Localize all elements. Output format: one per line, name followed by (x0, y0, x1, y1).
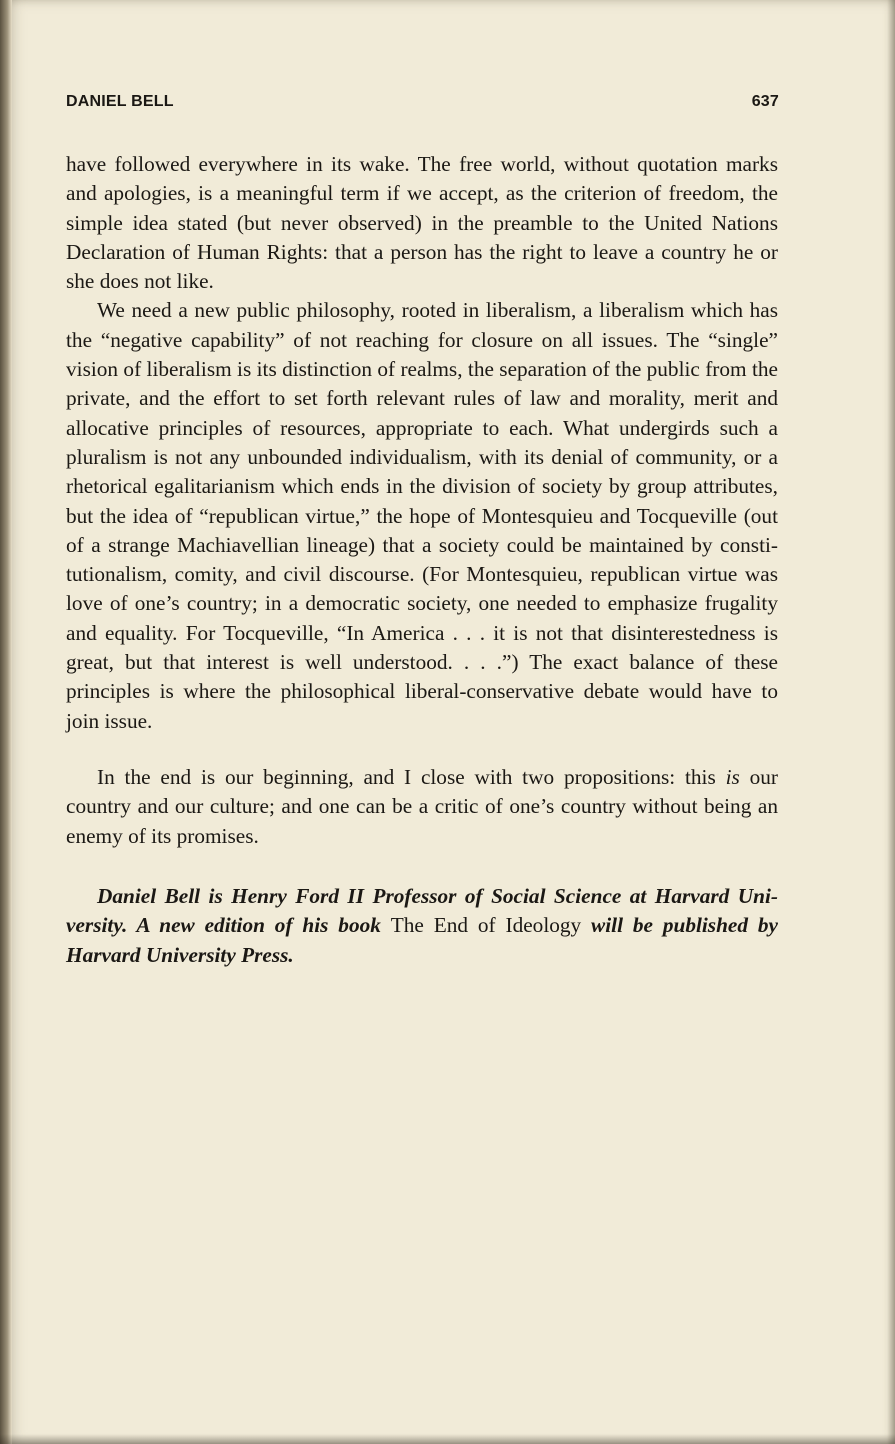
running-head-author: DANIEL BELL (66, 93, 174, 110)
page-bottom-shadow (0, 1434, 895, 1444)
closing-text-before: In the end is our beginning, and I close with two propositions: this (97, 764, 726, 789)
author-bio (66, 882, 778, 971)
book-title: The End of Ideology (390, 913, 582, 938)
closing-text-after: our country and our culture; and one can be a critic of one’s country without being an enemy of its promises. (66, 764, 778, 848)
closing-emphasis: is (725, 764, 740, 789)
book-spine-shadow (0, 0, 12, 1444)
article-body (66, 150, 778, 970)
paragraph-2: We need a new public philosophy, rooted in liberalism, a liberalism which has the “negative capability” of not reaching for closure on all issues. The “single” vision of liberalism is its distinction of realms, the separation of the public from the private, and the effort to set forth relevant rules of law and morality, merit and allocative principles of resources, appropriate to each. What undergirds such a pluralism is not any unbounded individualism, with its denial of community, or a rhetorical egalitarianism which ends in the division of society by group attributes, but the idea of “republican virtue,” the hope of Montesquieu and Tocqueville (out of a strange Machiavellian lineage) that a society could be maintained by constitutionalism, comity, and civil discourse. (For Montesquieu, republican virtue was love of one’s country; in a democratic society, one needed to emphasize frugality and equality. For Tocqueville, “In America . . . it is not that disinterestedness is great, but that interest is well understood. . . .”) The exact balance of these principles is where the philosophical liberal-conservative debate would have to join issue. (66, 298, 778, 733)
page-edge-shadow (887, 0, 895, 1444)
closing-paragraph (66, 763, 778, 851)
bio-text-2: will be published by Harvard University Press. (66, 913, 778, 967)
page-number: 637 (751, 93, 779, 110)
running-header (66, 93, 779, 111)
paragraph-1: have followed everywhere in its wake. The free world, without quotation marks and apologies, is a meaningful term if we accept, as the criterion of freedom, the simple idea stated (but never observed) in the preamble to the United Nations Declaration of Human Rights: that a person has the right to leave a country he or she does not like. (66, 152, 778, 294)
bio-text-1: Daniel Bell is Henry Ford II Professor of Social Science at Harvard University. A new edition of his book (66, 883, 778, 938)
